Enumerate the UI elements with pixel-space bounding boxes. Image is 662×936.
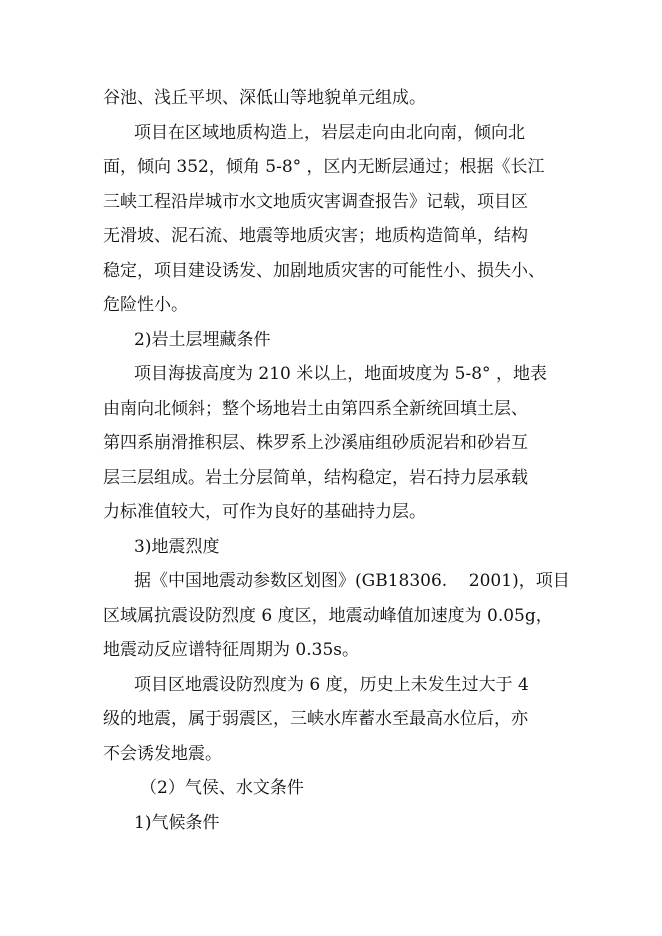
- text-line: 无滑坡、泥石流、地震等地质灾害；地质构造简单，结构: [103, 226, 528, 246]
- text-line: 谷池、浅丘平坝、深低山等地貌单元组成。: [103, 88, 426, 108]
- text-line: 危险性小。: [103, 295, 188, 315]
- text-line: 力标准值较大，可作为良好的基础持力层。: [103, 502, 426, 522]
- text-line: 级的地震，属于弱震区，三峡水库蓄水至最高水位后，亦: [103, 709, 528, 729]
- text-line: 第四系崩滑推积层、株罗系上沙溪庙组砂质泥岩和砂岩互: [103, 433, 528, 453]
- section-heading: 2)岩土层埋藏条件: [134, 330, 271, 350]
- text-line: 层三层组成。岩土分层简单，结构稳定，岩石持力层承载: [103, 468, 528, 488]
- text-line: 地震动反应谱特征周期为 0.35s。: [103, 640, 359, 660]
- section-heading: （2）气侯、水文条件: [140, 778, 304, 798]
- text-line: 区域属抗震设防烈度 6 度区，地震动峰值加速度为 0.05g，: [103, 606, 553, 626]
- section-heading: 3)地震烈度: [134, 537, 220, 557]
- text-line: 稳定，项目建设诱发、加剧地质灾害的可能性小、损失小、: [103, 261, 545, 281]
- text-line: 面，倾向 352，倾角 5-8° ，区内无断层通过；根据《长江: [103, 157, 545, 177]
- text-line: 由南向北倾斜；整个场地岩土由第四系全新统回填土层、: [103, 399, 528, 419]
- text-line: 项目海拔高度为 210 米以上，地面坡度为 5-8° ，地表: [134, 364, 547, 384]
- text-line: 项目区地震设防烈度为 6 度，历史上未发生过大于 4: [134, 675, 529, 695]
- text-line: 不会诱发地震。: [103, 744, 222, 764]
- text-line: 三峡工程沿岸城市水文地质灾害调查报告》记载，项目区: [103, 192, 528, 212]
- text-line: 项目在区域地质构造上，岩层走向由北向南，倾向北: [134, 123, 525, 143]
- text-line: 据《中国地震动参数区划图》(GB18306. 2001)，项目: [134, 571, 570, 591]
- section-heading: 1)气候条件: [134, 813, 220, 833]
